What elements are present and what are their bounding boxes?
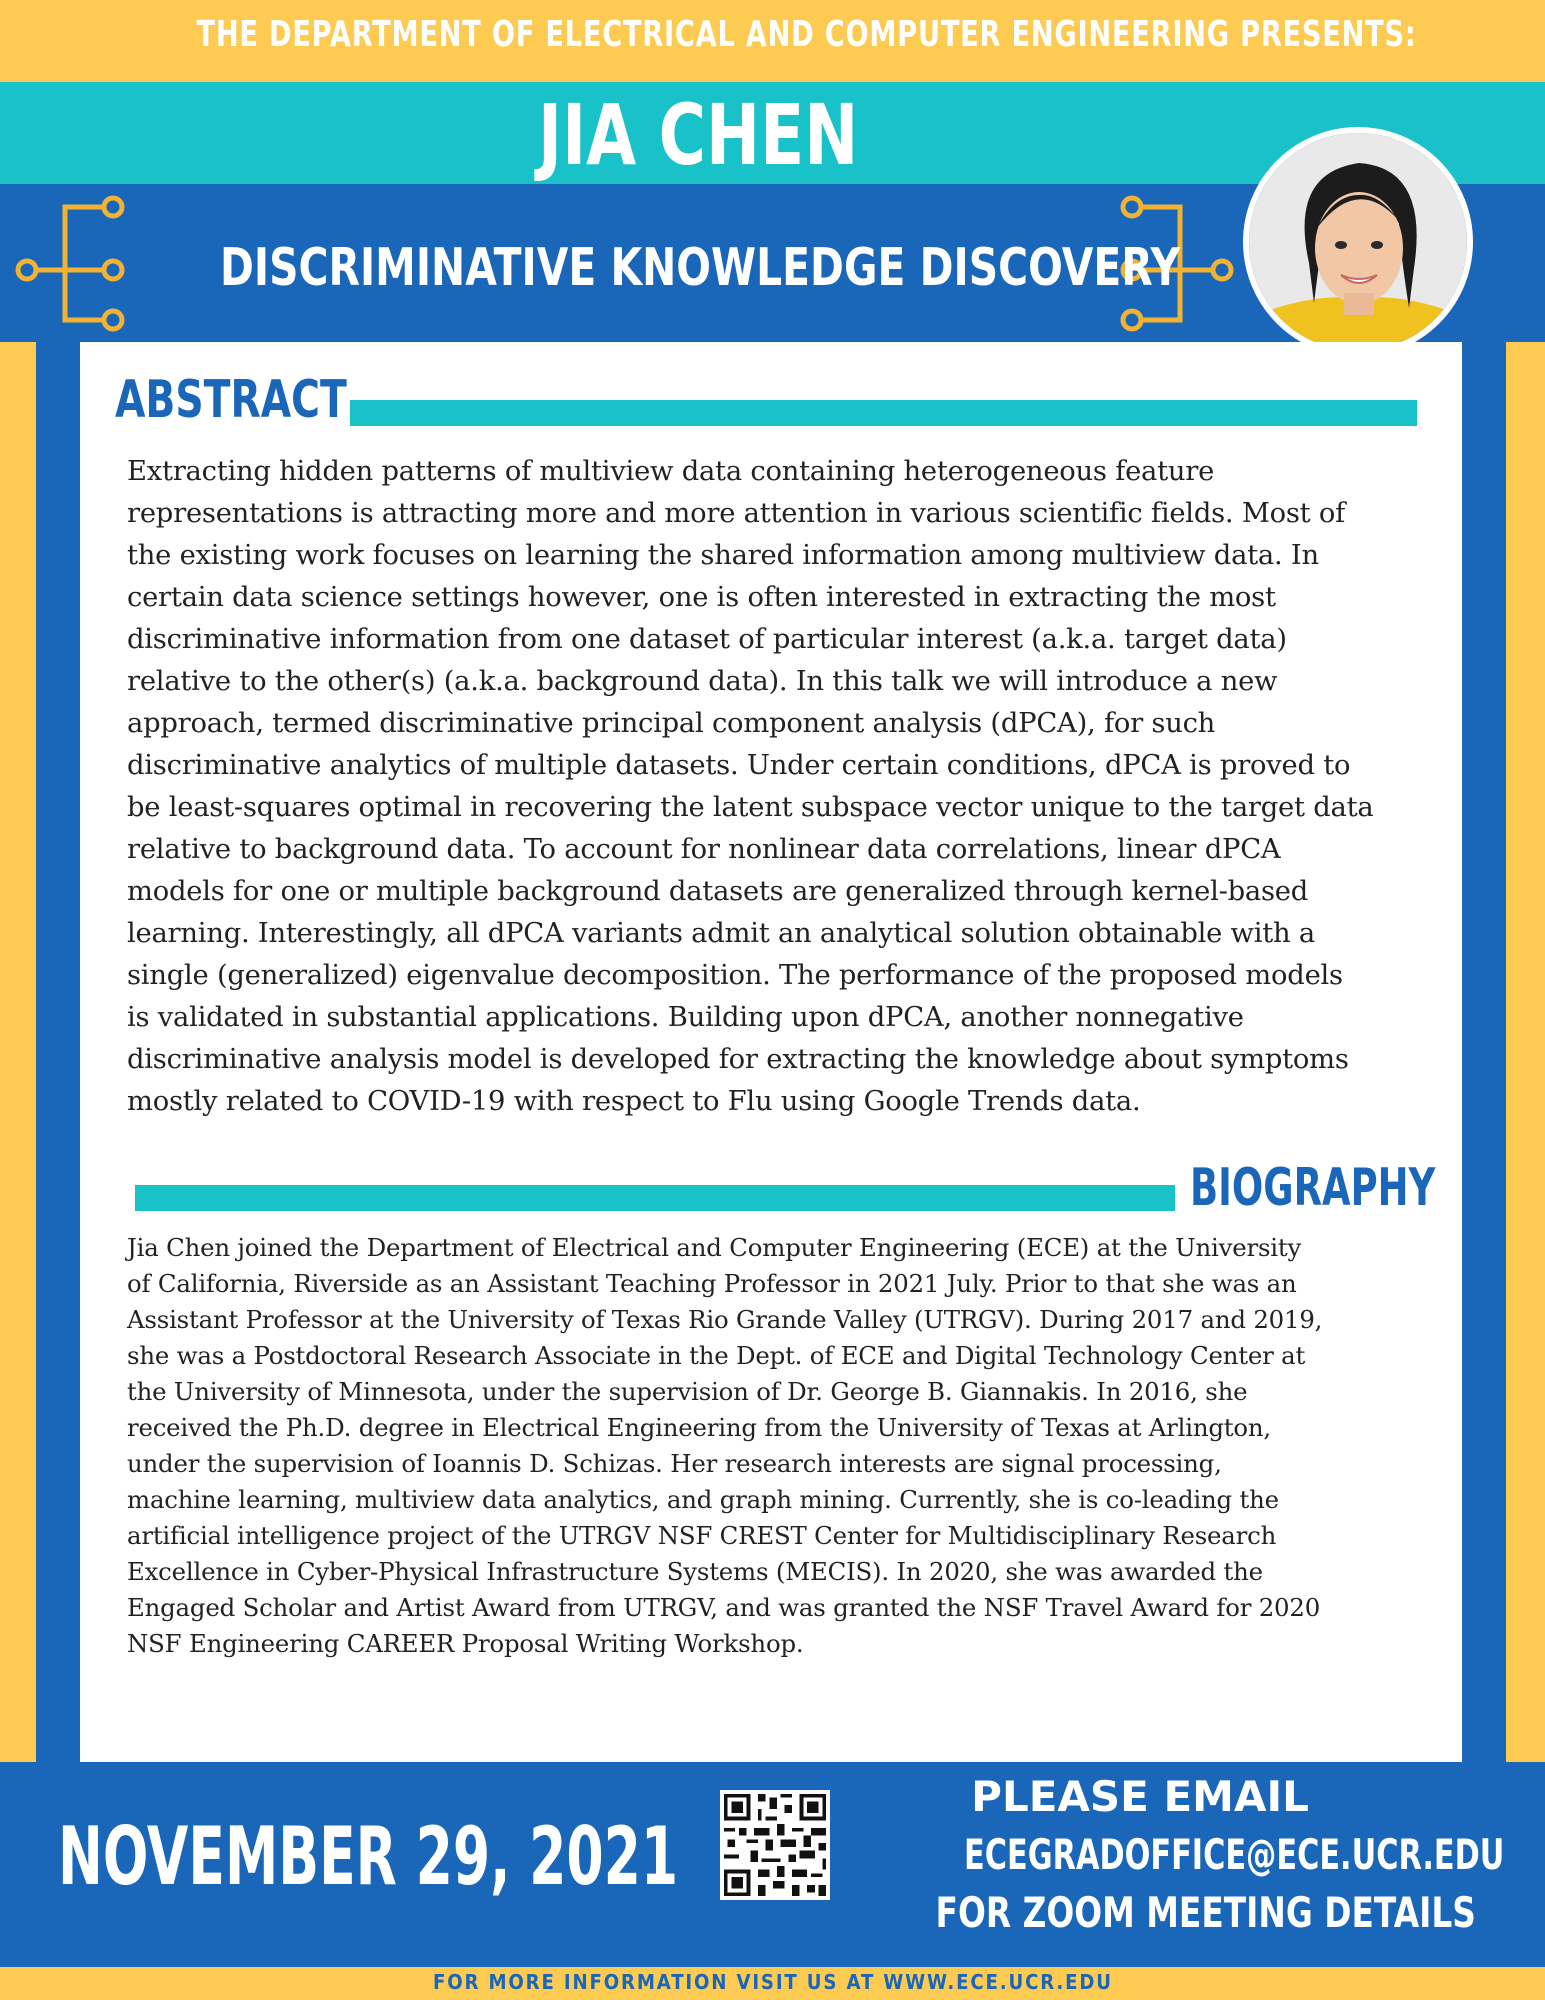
- abstract-line: models for one or multiple background datasets are generalized through kernel-based: [127, 875, 1309, 907]
- abstract-line: Extracting hidden patterns of multiview data containing heterogeneous feature: [127, 455, 1215, 487]
- qr-code-icon[interactable]: [720, 1790, 830, 1900]
- event-date: NOVEMBER 29, 2021: [58, 1810, 679, 1903]
- abstract-line: certain data science settings however, one is often interested in extracting the most: [127, 581, 1276, 613]
- biography-line: machine learning, multiview data analytics, and graph mining. Currently, she is co-leading the: [127, 1485, 1279, 1514]
- email-line-3: FOR ZOOM MEETING DETAILS: [935, 1888, 1476, 1937]
- abstract-heading: ABSTRACT: [115, 370, 347, 430]
- left-border: [36, 342, 80, 1762]
- biography-divider: [135, 1185, 1175, 1211]
- abstract-line: the existing work focuses on learning the shared information among multiview data. In: [127, 539, 1319, 571]
- presents-line: THE DEPARTMENT OF ELECTRICAL AND COMPUTER ENGINEERING PRESENTS:: [196, 14, 1417, 55]
- biography-line: Excellence in Cyber-Physical Infrastructure Systems (MECIS). In 2020, she was awarded the: [127, 1557, 1263, 1586]
- abstract-line: learning. Interestingly, all dPCA variants admit an analytical solution obtainable with a: [127, 917, 1315, 949]
- biography-line: Engaged Scholar and Artist Award from UTRGV, and was granted the NSF Travel Award for 2020: [127, 1593, 1321, 1622]
- email-address-link[interactable]: ECEGRADOFFICE@ECE.UCR.EDU: [964, 1830, 1505, 1879]
- speaker-photo: [1243, 127, 1473, 357]
- abstract-divider: [350, 400, 1417, 426]
- speaker-name: JIA CHEN: [537, 86, 859, 184]
- biography-line: artificial intelligence project of the UTRGV NSF CREST Center for Multidisciplinary Research: [127, 1521, 1277, 1550]
- biography-line: Assistant Professor at the University of Texas Rio Grande Valley (UTRGV). During 2017 and 2019,: [127, 1305, 1323, 1334]
- biography-line: the University of Minnesota, under the supervision of Dr. George B. Giannakis. In 2016, she: [127, 1377, 1248, 1406]
- abstract-line: discriminative information from one dataset of particular interest (a.k.a. target data): [127, 623, 1287, 655]
- biography-line: of California, Riverside as an Assistant Teaching Professor in 2021 July. Prior to that she was an: [127, 1269, 1297, 1298]
- abstract-line: mostly related to COVID-19 with respect to Flu using Google Trends data.: [127, 1085, 1141, 1117]
- abstract-line: is validated in substantial applications. Building upon dPCA, another nonnegative: [127, 1001, 1244, 1033]
- abstract-line: discriminative analytics of multiple datasets. Under certain conditions, dPCA is proved to: [127, 749, 1351, 781]
- biography-body: [127, 1230, 1447, 1662]
- abstract-line: relative to background data. To account for nonlinear data correlations, linear dPCA: [127, 833, 1281, 865]
- biography-line: NSF Engineering CAREER Proposal Writing Workshop.: [127, 1629, 804, 1658]
- footer-info: FOR MORE INFORMATION VISIT US AT WWW.ECE.UCR.EDU: [432, 1970, 1113, 1994]
- biography-line: under the supervision of Ioannis D. Schizas. Her research interests are signal processing,: [127, 1449, 1222, 1478]
- biography-line: Jia Chen joined the Department of Electrical and Computer Engineering (ECE) at the University: [127, 1233, 1302, 1262]
- abstract-line: single (generalized) eigenvalue decomposition. The performance of the proposed models: [127, 959, 1343, 991]
- biography-line: received the Ph.D. degree in Electrical Engineering from the University of Texas at Arlington,: [127, 1413, 1271, 1442]
- abstract-line: relative to the other(s) (a.k.a. background data). In this talk we will introduce a new: [127, 665, 1278, 697]
- biography-line: she was a Postdoctoral Research Associate in the Dept. of ECE and Digital Technology Center at: [127, 1341, 1306, 1370]
- abstract-body: [127, 450, 1447, 1122]
- abstract-line: approach, termed discriminative principal component analysis (dPCA), for such: [127, 707, 1216, 739]
- biography-heading: BIOGRAPHY: [1190, 1158, 1436, 1218]
- abstract-line: representations is attracting more and more attention in various scientific fields. Most of: [127, 497, 1346, 529]
- email-block: [860, 1768, 1505, 1942]
- abstract-line: be least-squares optimal in recovering the latent subspace vector unique to the target data: [127, 791, 1374, 823]
- email-line-1: PLEASE EMAIL: [971, 1772, 1309, 1821]
- right-border: [1462, 342, 1506, 1762]
- abstract-line: discriminative analysis model is developed for extracting the knowledge about symptoms: [127, 1043, 1349, 1075]
- talk-title: DISCRIMINATIVE KNOWLEDGE DISCOVERY: [219, 238, 1181, 298]
